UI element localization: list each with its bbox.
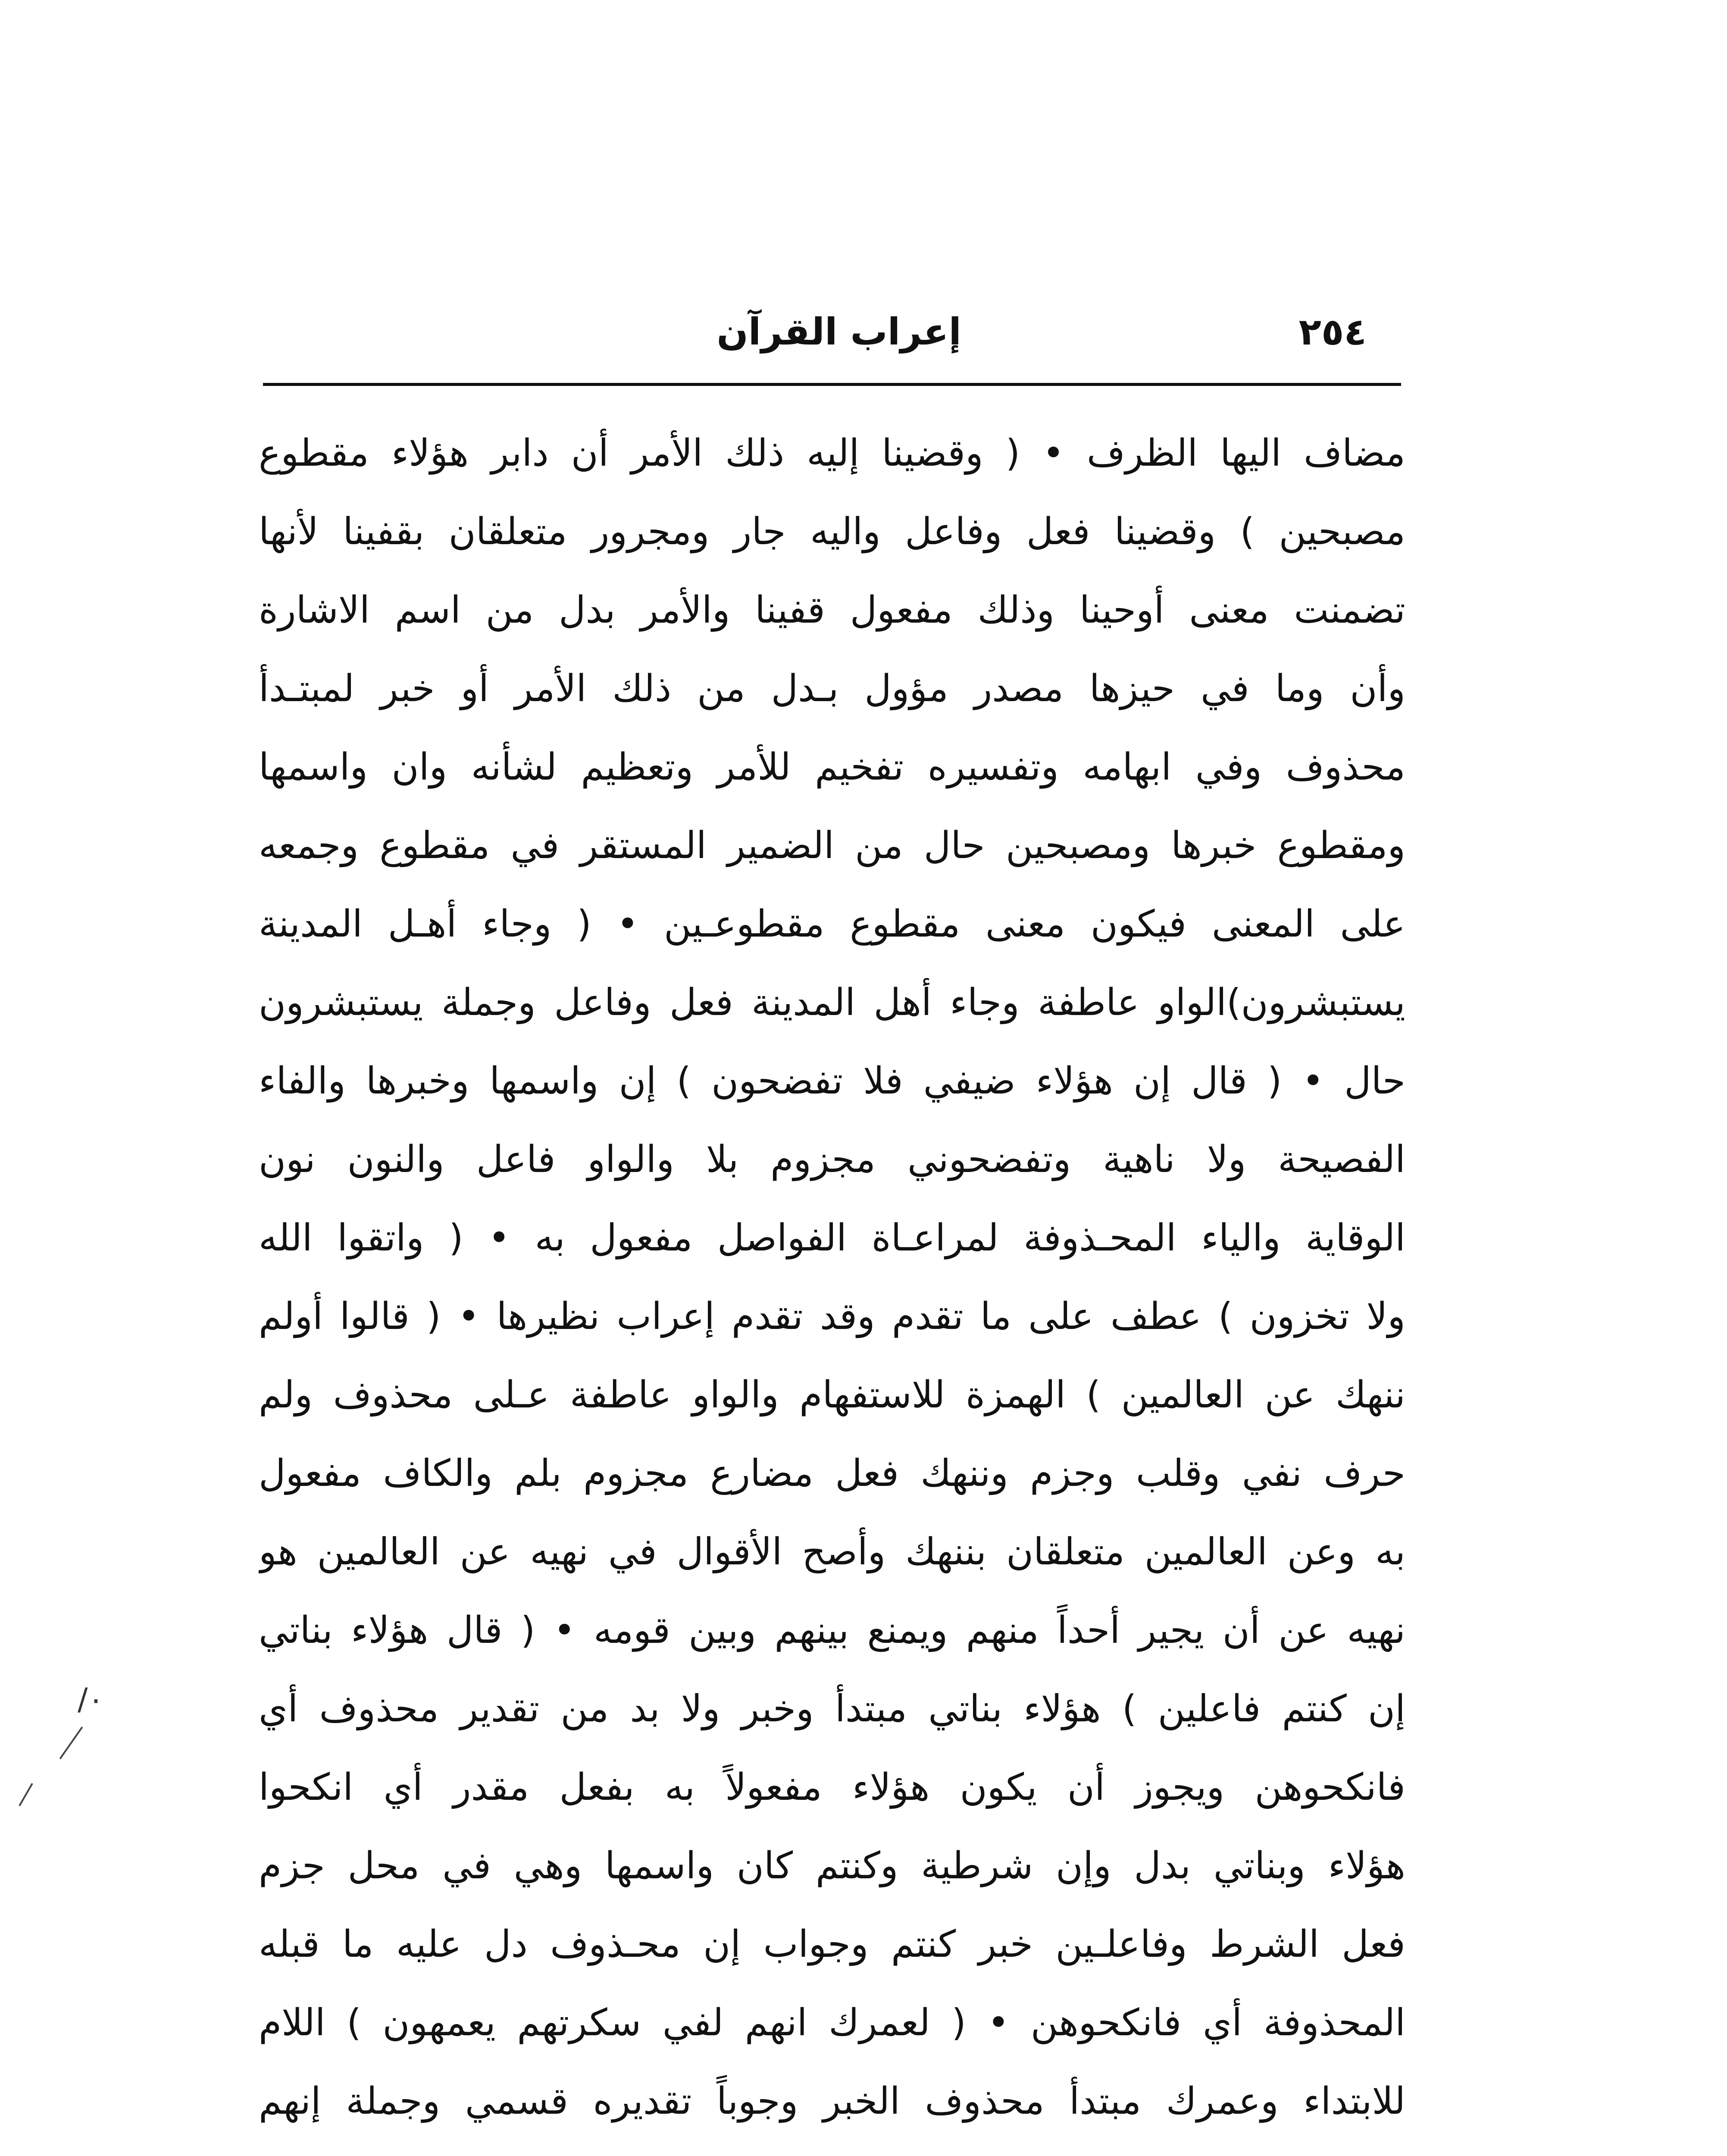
text-line: ولا تخزون ) عطف على ما تقدم وقد تقدم إعراب نظيرها • ( قالوا أولم bbox=[259, 1295, 1405, 1338]
text-line: تضمنت معنى أوحينا وذلك مفعول قفينا والأمر بدل من اسم الاشارة bbox=[259, 589, 1405, 632]
text-line: الفصيحة ولا ناهية وتفضحوني مجزوم بلا والواو فاعل والنون نون bbox=[259, 1138, 1405, 1181]
page-header bbox=[263, 302, 1401, 362]
text-line: المحذوفة أي فانكحوهن • ( لعمرك انهم لفي سكرتهم يعمهون ) اللام bbox=[259, 2001, 1405, 2044]
margin-mark: /٠ bbox=[78, 1682, 104, 1717]
text-line: وأن وما في حيزها مصدر مؤول بـدل من ذلك الأمر أو خبر لمبتـدأ bbox=[259, 667, 1405, 710]
text-line: ننهك عن العالمين ) الهمزة للاستفهام والواو عاطفة عـلى محذوف ولم bbox=[259, 1373, 1405, 1416]
margin-scratch bbox=[19, 1783, 33, 1806]
text-line: به وعن العالمين متعلقان بننهك وأصح الأقوال في نهيه عن العالمين هو bbox=[259, 1530, 1405, 1573]
text-line: للابتداء وعمرك مبتدأ محذوف الخبر وجوباً تقديره قسمي وجملة إنهم bbox=[259, 2080, 1405, 2123]
text-line: هؤلاء وبناتي بدل وإن شرطية وكنتم كان واسمها وهي في محل جزم bbox=[259, 1844, 1405, 1887]
text-line: محذوف وفي ابهامه وتفسيره تفخيم للأمر وتعظيم لشأنه وان واسمها bbox=[259, 746, 1405, 789]
text-line: نهيه عن أن يجير أحداً منهم ويمنع بينهم وبين قومه • ( قال هؤلاء بناتي bbox=[259, 1609, 1405, 1652]
margin-scratch bbox=[59, 1727, 83, 1759]
text-line: إن كنتم فاعلين ) هؤلاء بناتي مبتدأ وخبر ولا بد من تقدير محذوف أي bbox=[259, 1687, 1405, 1730]
text-line: يستبشرون)الواو عاطفة وجاء أهل المدينة فعل وفاعل وجملة يستبشرون bbox=[259, 981, 1405, 1024]
text-line: الوقاية والياء المحـذوفة لمراعـاة الفواصل مفعول به • ( واتقوا الله bbox=[259, 1216, 1405, 1260]
book-title: إعراب القرآن bbox=[716, 310, 961, 354]
page-number: ٢٥٤ bbox=[1298, 310, 1367, 354]
text-line bbox=[259, 2140, 1405, 2156]
text-line: حال • ( قال إن هؤلاء ضيفي فلا تفضحون ) إن واسمها وخبرها والفاء bbox=[259, 1059, 1405, 1103]
body-text bbox=[259, 414, 1405, 2156]
text-line: فعل الشرط وفاعلـين خبر كنتم وجواب إن محـذوف دل عليه ما قبله bbox=[259, 1923, 1405, 1966]
text-line: فانكحوهن ويجوز أن يكون هؤلاء مفعولاً به بفعل مقدر أي انكحوا bbox=[259, 1766, 1405, 1809]
text-line: مضاف اليها الظرف • ( وقضينا إليه ذلك الأمر أن دابر هؤلاء مقطوع bbox=[259, 432, 1405, 475]
text-line: ومقطوع خبرها ومصبحين حال من الضمير المستقر في مقطوع وجمعه bbox=[259, 824, 1405, 867]
text-line: مصبحين ) وقضينا فعل وفاعل واليه جار ومجرور متعلقان بقفينا لأنها bbox=[259, 510, 1405, 553]
text-line: على المعنى فيكون معنى مقطوع مقطوعـين • ( وجاء أهـل المدينة bbox=[259, 903, 1405, 946]
text-line: حرف نفي وقلب وجزم وننهك فعل مضارع مجزوم بلم والكاف مفعول bbox=[259, 1452, 1405, 1495]
header-rule bbox=[263, 383, 1401, 386]
